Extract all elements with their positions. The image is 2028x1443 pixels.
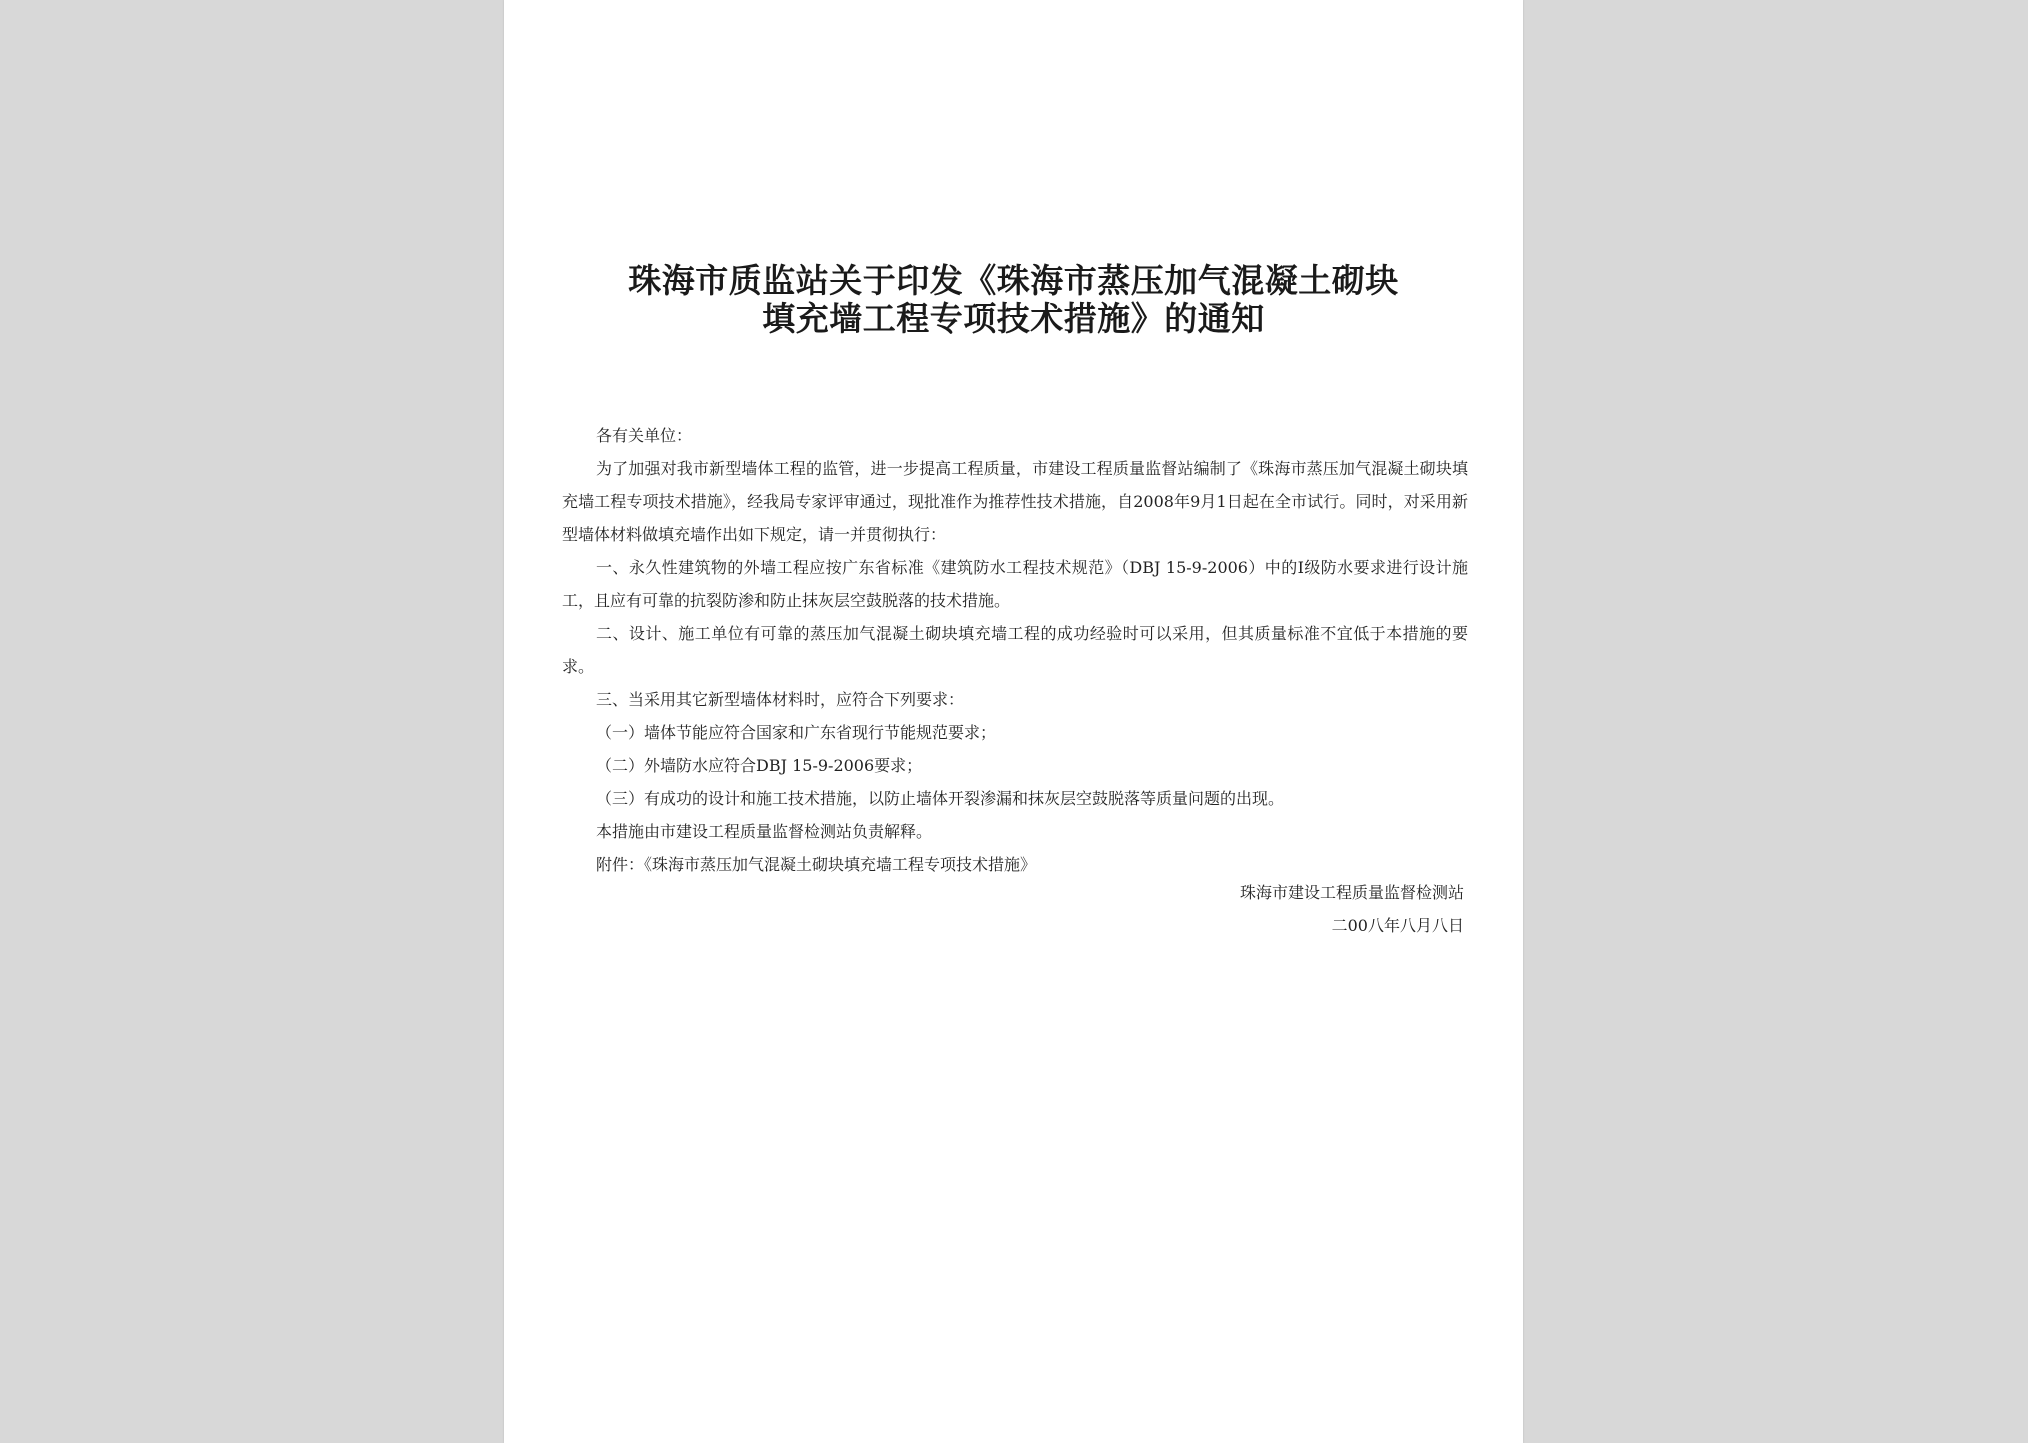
paragraph-item-2: 二、设计、施工单位有可靠的蒸压加气混凝土砌块填充墙工程的成功经验时可以采用，但其质量标准不宜低于本措施的要求。 [562,624,1468,676]
document-title [504,262,1523,338]
paragraph-item-3: 三、当采用其它新型墙体材料时，应符合下列要求： [596,690,965,709]
attachment-note: 附件：《珠海市蒸压加气混凝土砌块填充墙工程专项技术措施》 [596,855,1037,874]
interpretation-note: 本措施由市建设工程质量监督检测站负责解释。 [596,822,933,841]
title-line-1: 珠海市质监站关于印发《珠海市蒸压加气混凝土砌块 [628,261,1399,300]
salutation: 各有关单位： [596,426,693,445]
document-page [504,0,1523,1443]
paragraph-intro: 为了加强对我市新型墙体工程的监管，进一步提高工程质量，市建设工程质量监督站编制了《珠海市蒸压加气混凝土砌块填充墙工程专项技术措施》，经我局专家评审通过，现批准作为推荐性技术措施，自2008年9月1日起在全市试行。同时，对采用新型墙体材料做填充墙作出如下规定，请一并贯彻执行： [562,459,1468,544]
signature-date: 二00八年八月八日 [1331,916,1464,935]
signature-organization: 珠海市建设工程质量监督检测站 [1239,883,1464,902]
title-line-2: 填充墙工程专项技术措施》的通知 [762,299,1265,338]
sub-item-1: （一）墙体节能应符合国家和广东省现行节能规范要求； [596,723,997,742]
sub-item-2: （二）外墙防水应符合DBJ 15-9-2006要求； [596,756,923,775]
paragraph-item-1: 一、永久性建筑物的外墙工程应按广东省标准《建筑防水工程技术规范》（DBJ 15-9-2006）中的Ⅰ级防水要求进行设计施工，且应有可靠的抗裂防渗和防止抹灰层空鼓脱落的技术措施。 [562,558,1468,610]
signature-block [1240,876,1464,942]
document-body [562,419,1468,881]
sub-item-3: （三）有成功的设计和施工技术措施，以防止墙体开裂渗漏和抹灰层空鼓脱落等质量问题的出现。 [596,789,1285,808]
